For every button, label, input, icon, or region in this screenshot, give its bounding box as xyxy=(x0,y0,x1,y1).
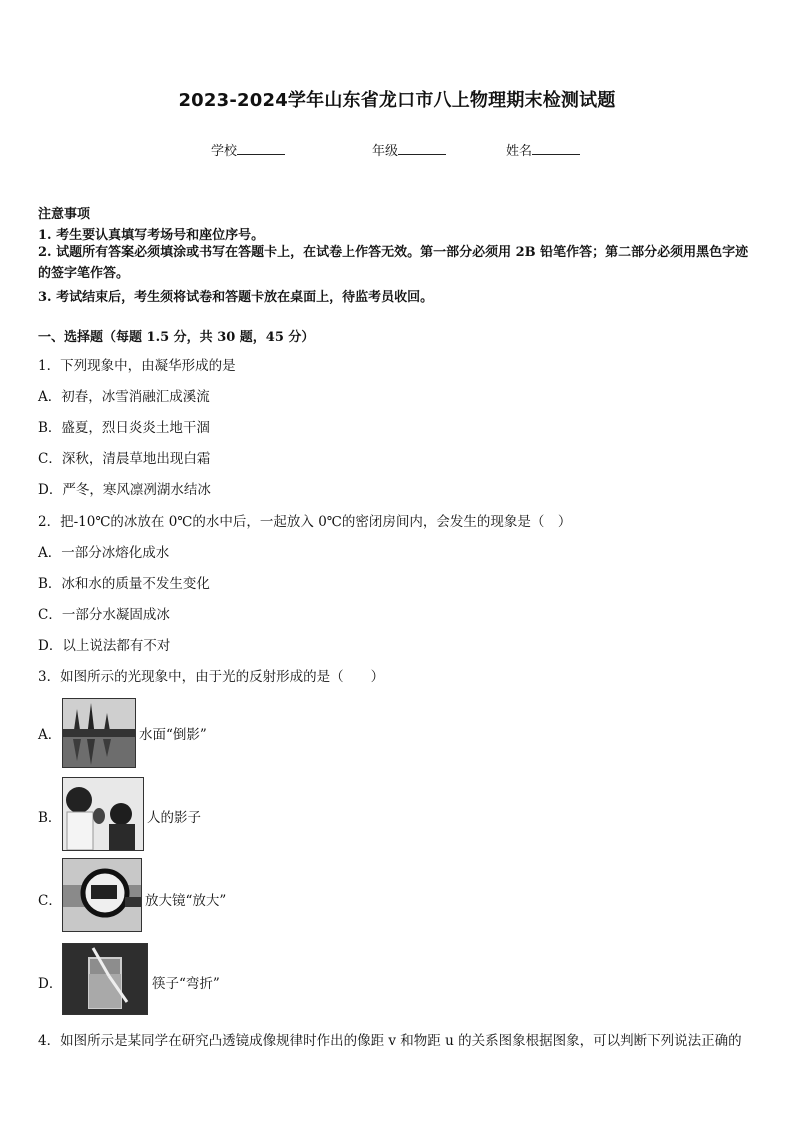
question-2-option-b: B．冰和水的质量不发生变化 xyxy=(38,576,210,592)
bent-chopstick-image xyxy=(62,943,148,1015)
question-3-option-b-letter: B． xyxy=(38,810,62,826)
question-2-option-a: A．一部分冰熔化成水 xyxy=(38,545,170,561)
question-3-option-d-letter: D． xyxy=(38,976,63,992)
water-reflection-image xyxy=(62,698,136,768)
school-label: 学校 xyxy=(211,144,238,159)
question-4-stem: 4．如图所示是某同学在研究凸透镜成像规律时作出的像距 v 和物距 u 的关系图象根据图象，可以判断下列说法正确的 xyxy=(38,1033,742,1049)
page-title: 2023-2024学年山东省龙口市八上物理期末检测试题 xyxy=(178,90,616,111)
name-label: 姓名 xyxy=(506,144,533,159)
note-item: 1. 考生要认真填写考场号和座位序号。 xyxy=(38,228,265,243)
grade-blank xyxy=(398,142,446,155)
grade-label: 年级 xyxy=(372,144,399,159)
question-3-option-c-letter: C． xyxy=(38,893,62,909)
question-3-stem: 3．如图所示的光现象中，由于光的反射形成的是（ ） xyxy=(38,669,385,685)
question-3-option-a-caption: 水面“倒影” xyxy=(139,727,207,743)
question-2-option-c: C．一部分水凝固成冰 xyxy=(38,607,170,623)
grade-field xyxy=(372,140,446,159)
name-blank xyxy=(532,142,580,155)
note-item: 2. 试题所有答案必须填涂或书写在答题卡上，在试卷上作答无效。第一部分必须用 2B 铅笔作答；第二部分必须用黑色字迹的签字笔作答。 xyxy=(38,245,749,281)
question-1-option-a: A．初春，冰雪消融汇成溪流 xyxy=(38,389,210,405)
school-blank xyxy=(237,142,285,155)
magnifier-image xyxy=(62,858,142,932)
note-item: 3. 考试结束后，考生须将试卷和答题卡放在桌面上，待监考员收回。 xyxy=(38,290,434,305)
school-field xyxy=(211,140,285,159)
shadow-image xyxy=(62,777,144,851)
question-1-option-d: D．严冬，寒风凛冽湖水结冰 xyxy=(38,482,211,498)
question-3-option-b-caption: 人的影子 xyxy=(147,810,201,826)
name-field xyxy=(506,140,580,159)
notes-heading: 注意事项 xyxy=(38,207,91,222)
question-1-option-c: C．深秋，清晨草地出现白霜 xyxy=(38,451,211,467)
section-heading: 一、选择题（每题 1.5 分，共 30 题，45 分） xyxy=(38,330,315,345)
question-1-option-b: B．盛夏，烈日炎炎土地干涸 xyxy=(38,420,210,436)
question-3-option-c-caption: 放大镜“放大” xyxy=(145,893,227,909)
question-1-stem: 1．下列现象中，由凝华形成的是 xyxy=(38,358,236,374)
question-2-option-d: D．以上说法都有不对 xyxy=(38,638,171,654)
question-2-stem: 2．把-10℃的冰放在 0℃的水中后，一起放入 0℃的密闭房间内，会发生的现象是（ ） xyxy=(38,514,572,530)
question-3-option-a-letter: A． xyxy=(38,727,62,743)
question-3-option-d-caption: 筷子“弯折” xyxy=(152,976,220,992)
